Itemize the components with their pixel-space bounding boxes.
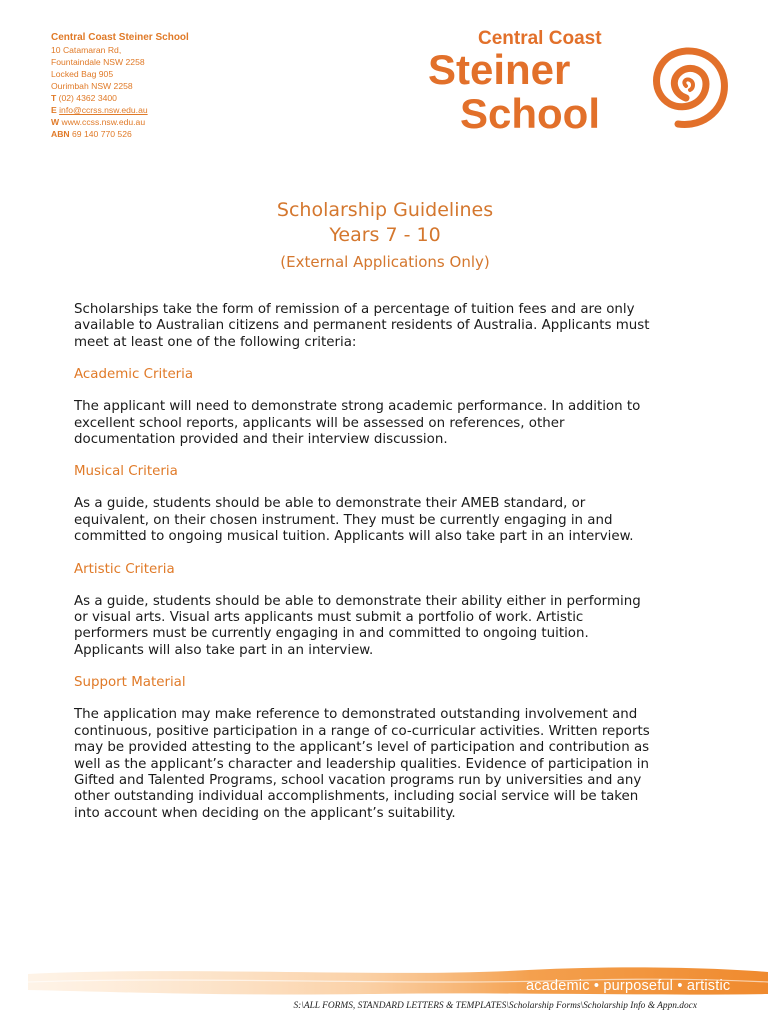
email-line — [51, 104, 311, 116]
web-line — [51, 116, 311, 128]
address-line: Fountaindale NSW 2258 — [51, 57, 145, 67]
email-label: E — [51, 105, 57, 115]
footer-tagline: academic • purposeful • artistic — [526, 978, 731, 994]
section-heading-academic: Academic Criteria — [74, 367, 194, 383]
abn-label: ABN — [51, 129, 70, 139]
document-title — [0, 198, 770, 274]
phone-number: (02) 4362 3400 — [58, 93, 117, 103]
logo-text-line2: Steiner — [428, 46, 571, 93]
section-heading-support: Support Material — [74, 675, 186, 691]
address-line: 10 Catamaran Rd, — [51, 45, 122, 55]
address-line: Ourimbah NSW 2258 — [51, 81, 133, 91]
phone-label: T — [51, 93, 57, 103]
school-name: Central Coast Steiner School — [51, 32, 189, 43]
web-label: W — [51, 117, 60, 127]
school-logo — [424, 24, 742, 136]
document-body — [74, 302, 714, 822]
email-link[interactable]: info@ccrss.nsw.edu.au — [59, 105, 148, 115]
section-heading-artistic: Artistic Criteria — [74, 561, 175, 577]
section-body-academic: The applicant will need to demonstrate strong academic performance. In addition to excellent school reports, applicants will be assessed on references, other documentation provided and their interview discussion. — [74, 399, 641, 448]
phone-line — [51, 92, 311, 104]
spiral-icon — [657, 51, 725, 125]
letterhead-address — [51, 31, 311, 140]
section-body-artistic: As a guide, students should be able to demonstrate their ability either in performing or visual arts. Visual arts applicants must submit a portfolio of work. Artistic performers must be currently engaging in and committed to ongoing tuition. Applicants will also take part in an interview. — [74, 593, 641, 658]
abn-line — [51, 128, 311, 140]
logo-text-line1: Central Coast — [478, 28, 602, 49]
title-line1: Scholarship Guidelines — [276, 199, 494, 221]
intro-paragraph: Scholarships take the form of remission of a percentage of tuition fees and are only available to Australian citizens and permanent residents of Australia. Applicants must meet at least one of the following criteria: — [74, 302, 650, 350]
logo-text-line3: School — [460, 90, 601, 136]
address-line: Locked Bag 905 — [51, 69, 114, 79]
section-body-support: The application may make reference to demonstrated outstanding involvement and continuous, positive participation in a range of co-curricular activities. Written reports may be provided attesting to the applicant’s level of participation and contribution as well as the applicant’s character and leadership qualities. Evidence of participation in Gifted and Talented Programs, school vacation programs run by universities and any other outstanding individual accomplishments, including social service will be taken into account when deciding on the applicant’s suitability. — [74, 707, 650, 821]
section-heading-musical: Musical Criteria — [74, 464, 178, 480]
title-subtitle: (External Applications Only) — [280, 253, 490, 271]
title-line2: Years 7 - 10 — [329, 224, 441, 246]
web-address: www.ccss.nsw.edu.au — [61, 117, 146, 127]
abn-number: 69 140 770 526 — [72, 129, 132, 139]
file-path: S:\ALL FORMS, STANDARD LETTERS & TEMPLATES\Scholarship Forms\Scholarship Info & Appn.docx — [293, 1001, 697, 1011]
section-body-musical: As a guide, students should be able to demonstrate their AMEB standard, or equivalent, on their chosen instrument. They must be currently engaging in and committed to ongoing musical tuition. Applicants will also take part in an interview. — [74, 496, 634, 545]
